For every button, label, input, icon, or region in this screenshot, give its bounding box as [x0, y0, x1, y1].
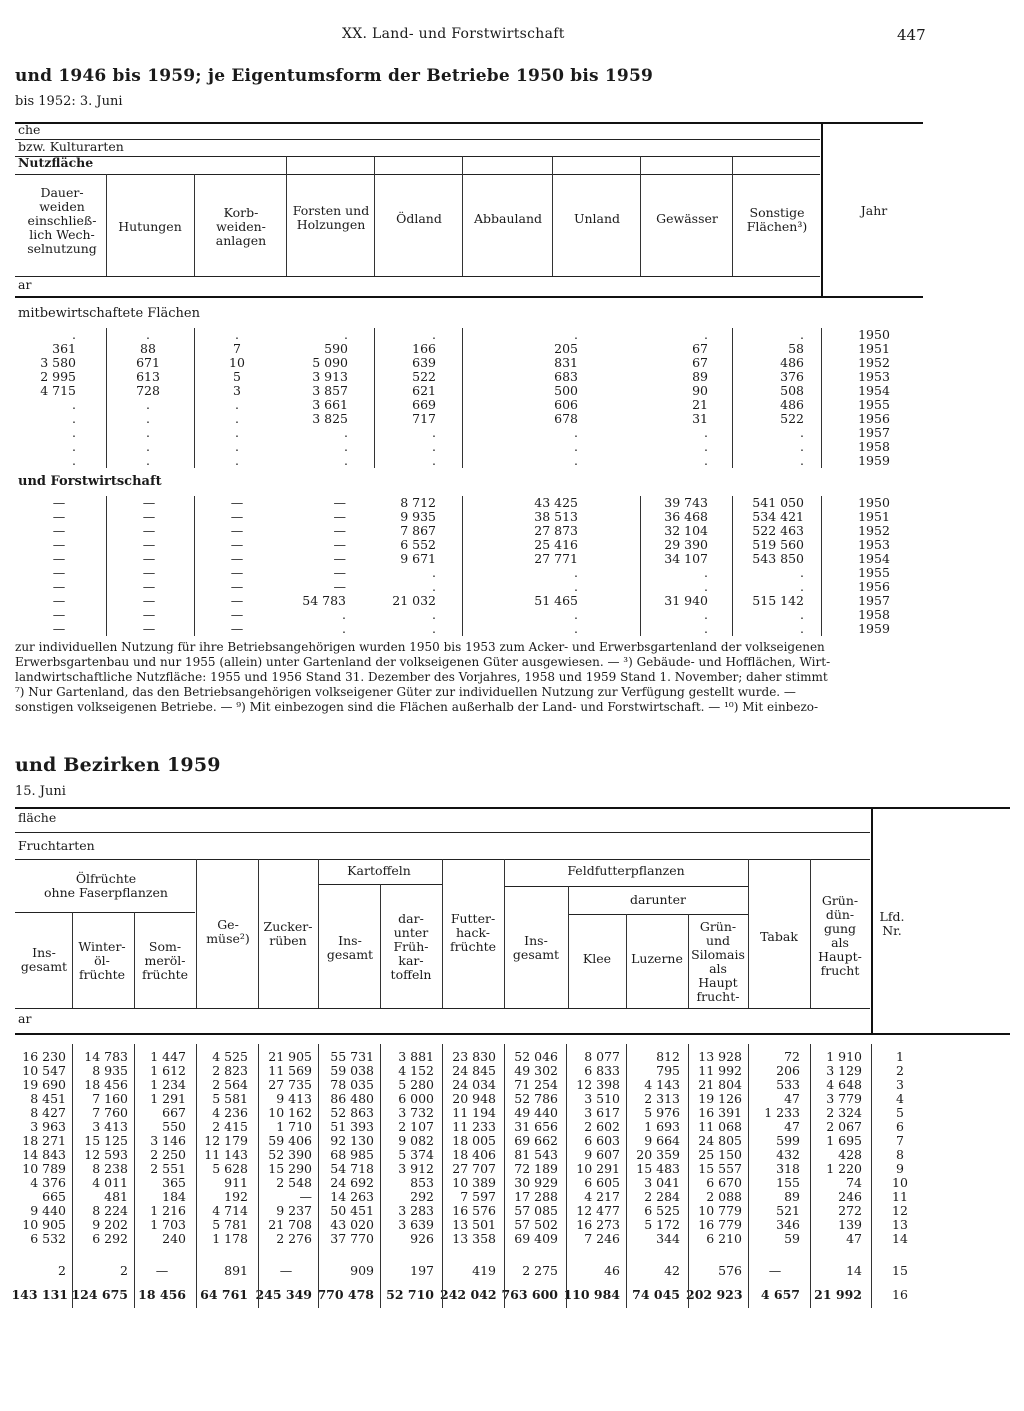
col-dauerweiden: Dauer- weiden einschließ- lich Wech- selnutzung: [27, 185, 97, 256]
col-gruenduengung: Grün- dün- gung als Haupt- frucht: [818, 893, 862, 978]
data-column: 3 881 4 152 5 280 6 000 3 732 2 107 9 082 5 374 3 912 853 292 3 283 3 639 926: [398, 1049, 434, 1246]
data-column: . 67 67 89 90 21 31 . . .: [692, 327, 708, 468]
data-column-jahr: 1950 1951 1952 1953 1954 1955 1956 1957 1958 1959: [858, 495, 890, 636]
col-forsten: Forsten und Holzungen: [292, 203, 370, 232]
col-sommeroel: Som- meröl- früchte: [141, 939, 189, 982]
vrule: [732, 496, 733, 636]
group-darunter: darunter: [630, 892, 686, 907]
vrule: [134, 1044, 135, 1308]
rule: [15, 832, 870, 833]
running-title: XX. Land- und Forstwirtschaft: [342, 26, 565, 42]
vrule: [688, 1044, 689, 1308]
col-klee: Klee: [582, 951, 612, 966]
data-column: . 590 5 090 3 913 3 857 3 661 3 825 . . .: [312, 327, 348, 468]
data-column: 812 795 4 143 2 313 5 976 1 693 9 664 20 359 15 483 3 041 2 284 6 525 5 172 344: [636, 1049, 680, 1246]
col-futterhack: Futter- hack- früchte: [449, 911, 497, 954]
vrule: [134, 912, 135, 1008]
vrule: [462, 156, 463, 276]
table1-head-top: che: [18, 122, 41, 137]
vrule: [821, 496, 822, 636]
vrule: [810, 1044, 811, 1308]
col-sonstige: Sonstige Flächen³): [746, 205, 808, 234]
row15-cell: —: [279, 1263, 293, 1278]
vrule: [504, 859, 505, 1008]
rule: [568, 914, 748, 915]
row15-cell: 14: [846, 1263, 862, 1278]
footnote-line: Erwerbsgartenbau und nur 1955 (allein) unter Gartenland der volkseigenen Güter ausgewiesen. — ³) Gebäude- und Hofflächen, Wirt-: [15, 655, 831, 669]
rule: [504, 886, 748, 887]
data-column: 13 928 11 992 21 804 19 126 16 391 11 068 24 805 25 150 15 557 6 670 2 088 10 779 16 779 6 210: [698, 1049, 742, 1246]
vrule: [72, 912, 73, 1008]
data-column: — — — — — — — 54 783 . .: [302, 495, 346, 636]
total-cell: 18 456: [138, 1287, 186, 1302]
total-cell: 52 710: [386, 1287, 434, 1302]
data-column: 39 743 36 468 32 104 29 390 34 107 . . 31 940 . .: [664, 495, 708, 636]
data-column: 4 525 2 823 2 564 5 581 4 236 2 415 12 179 11 143 5 628 911 192 4 714 5 781 1 178: [204, 1049, 248, 1246]
table2-head-top: fläche: [18, 810, 57, 825]
table2-head-fruchtarten: Fruchtarten: [18, 838, 95, 853]
vrule-jahr: [821, 124, 823, 296]
col-unland: Unland: [573, 211, 621, 226]
col-oel-insgesamt: Ins- gesamt: [20, 945, 68, 974]
vrule: [106, 174, 107, 276]
row15-cell: 419: [472, 1263, 496, 1278]
vrule: [72, 1044, 73, 1308]
vrule: [504, 1044, 505, 1308]
row15-cell: 2 275: [522, 1263, 558, 1278]
data-column: . 58 486 376 508 486 522 . . .: [780, 327, 804, 468]
col-jahr: Jahr: [860, 203, 888, 218]
vrule: [380, 1044, 381, 1308]
data-column: 16 230 10 547 19 690 8 451 8 427 3 963 18 271 14 843 10 789 4 376 665 9 440 10 905 6 532: [22, 1049, 66, 1246]
col-silomais: Grün- und Silomais als Haupt frucht-: [691, 919, 745, 1004]
vrule: [566, 1044, 567, 1308]
row15-cell: 891: [224, 1263, 248, 1278]
group-oelfruechte: Ölfrüchte ohne Faserpflanzen: [44, 871, 168, 900]
data-column: 1 447 1 612 1 234 1 291 667 550 3 146 2 250 2 551 365 184 1 216 1 703 240: [150, 1049, 186, 1246]
total-cell: 110 984: [563, 1287, 620, 1302]
data-column: . 88 671 613 728 . . . . .: [136, 327, 160, 468]
data-column: . 166 639 522 621 669 717 . . .: [412, 327, 436, 468]
vrule: [318, 859, 319, 1008]
footnote-line: sonstigen volkseigenen Betriebe. — ⁹) Mit einbezogen sind die Flächen außerhalb der Land- und Forstwirtschaft. — ¹⁰) Mit einbezo-: [15, 700, 819, 714]
data-column: 23 830 24 845 24 034 20 948 11 194 11 233 18 005 18 406 27 707 10 389 7 597 16 576 13 501 13 358: [452, 1049, 496, 1246]
row15-cell: 15: [892, 1263, 908, 1278]
vrule: [568, 886, 569, 1008]
data-column: 52 046 49 302 71 254 52 786 49 440 31 656 69 662 81 543 72 189 30 929 17 288 57 085 57 502 69 409: [514, 1049, 558, 1246]
data-column: 8 077 6 833 12 398 3 510 3 617 2 602 6 603 9 607 10 291 6 605 4 217 12 477 16 273 7 246: [576, 1049, 620, 1246]
vrule: [640, 496, 641, 636]
col-luzerne: Luzerne: [631, 951, 683, 966]
vrule: [821, 328, 822, 468]
vrule: [732, 156, 733, 276]
data-column: 541 050 534 421 522 463 519 560 543 850 . . 515 142 . .: [752, 495, 804, 636]
row15-cell: 909: [350, 1263, 374, 1278]
footnote-line: landwirtschaftliche Nutzfläche: 1955 und 1956 Stand 31. Dezember des Vorjahres, 1958 und 1959 Stand 1. November; daher stimmt: [15, 670, 828, 684]
total-cell: 16: [892, 1287, 908, 1302]
table1-unit: ar: [18, 277, 32, 292]
col-abbauland: Abbauland: [473, 211, 543, 226]
vrule: [871, 1044, 872, 1308]
vrule: [640, 156, 641, 276]
vrule: [196, 859, 197, 1008]
page-number: 447: [897, 26, 926, 44]
table2-subtitle: 15. Juni: [15, 784, 66, 799]
col-fruehkartoffeln: dar- unter Früh- kar- toffeln: [390, 911, 432, 982]
total-cell: 770 478: [317, 1287, 374, 1302]
data-column: — — — — — — — — — —: [52, 495, 66, 636]
row15-cell: 46: [604, 1263, 620, 1278]
vrule: [258, 1044, 259, 1308]
vrule: [194, 328, 195, 468]
vrule: [732, 328, 733, 468]
vrule: [688, 914, 689, 1008]
table2-title: und Bezirken 1959: [15, 754, 221, 776]
data-column-jahr: 1950 1951 1952 1953 1954 1955 1956 1957 1958 1959: [858, 327, 890, 468]
vrule: [106, 496, 107, 636]
data-column: . 361 3 580 2 995 4 715 . . . . .: [40, 327, 76, 468]
vrule: [810, 859, 811, 1008]
table2-top-rule: [15, 807, 1010, 809]
rule: [15, 139, 820, 140]
table1-title: und 1946 bis 1959; je Eigentumsform der Betriebe 1950 bis 1959: [15, 66, 653, 86]
vrule: [462, 328, 463, 468]
row15-cell: —: [155, 1263, 169, 1278]
data-column: 21 905 11 569 27 735 9 413 10 162 1 710 59 406 52 390 15 290 2 548 — 9 237 21 708 2 276: [268, 1049, 312, 1246]
row15-cell: 2: [58, 1263, 66, 1278]
data-column: . 205 831 683 500 606 678 . . .: [554, 327, 578, 468]
vrule: [196, 1044, 197, 1308]
data-column: 14 783 8 935 18 456 7 160 7 760 3 413 15 125 12 593 8 238 4 011 481 8 224 9 202 6 292: [84, 1049, 128, 1246]
group-kartoffeln: Kartoffeln: [347, 863, 411, 878]
vrule: [748, 859, 749, 1008]
total-cell: 64 761: [200, 1287, 248, 1302]
table1-top-rule: [15, 122, 923, 124]
total-cell: 143 131: [11, 1287, 68, 1302]
col-oedland: Ödland: [396, 211, 442, 226]
vrule: [374, 328, 375, 468]
vrule: [286, 156, 287, 276]
table1-head-nutzflaeche: Nutzfläche: [18, 155, 94, 170]
col-tabak: Tabak: [760, 929, 798, 944]
data-column: — — — — — — — — — —: [230, 495, 244, 636]
vrule-lfd: [871, 809, 873, 1035]
table2-head-bottom-rule: [15, 1033, 1010, 1035]
col-korbweiden: Korb- weiden- anlagen: [215, 205, 267, 248]
table1-head-bottom-rule: [15, 296, 923, 298]
data-column: . 7 10 5 3 . . . . .: [229, 327, 245, 468]
vrule: [748, 1044, 749, 1308]
footnote-line: zur individuellen Nutzung für ihre Betriebsangehörigen wurden 1950 bis 1953 zum Acker- und Erwerbsgartenland der volkseigenen: [15, 640, 825, 654]
rule: [15, 174, 820, 175]
col-hutungen: Hutungen: [118, 219, 182, 234]
col-lfd-nr: Lfd. Nr.: [879, 909, 905, 938]
table2-unit: ar: [18, 1011, 32, 1026]
col-kart-insgesamt: Ins- gesamt: [326, 933, 374, 962]
row15-cell: —: [768, 1263, 782, 1278]
col-winteroel: Winter- öl- früchte: [78, 939, 126, 982]
data-column: 1 910 3 129 4 648 3 779 2 324 2 067 1 695 428 1 220 74 246 272 139 47: [826, 1049, 862, 1246]
total-cell: 21 992: [814, 1287, 862, 1302]
data-column: 72 206 533 47 1 233 47 599 432 318 155 89 521 346 59: [764, 1049, 800, 1246]
total-cell: 124 675: [71, 1287, 128, 1302]
vrule: [442, 1044, 443, 1308]
total-cell: 245 349: [255, 1287, 312, 1302]
vrule: [258, 859, 259, 1008]
col-feld-insgesamt: Ins- gesamt: [512, 933, 560, 962]
vrule: [626, 914, 627, 1008]
vrule: [552, 156, 553, 276]
vrule: [442, 859, 443, 1008]
footnote-line: ⁷) Nur Gartenland, das den Betriebsangehörigen volkseigener Güter zur individuellen Nutzung zur Verfügung gestellt wurde. —: [15, 685, 796, 699]
rule: [15, 276, 820, 277]
col-gewaesser: Gewässer: [656, 211, 718, 226]
vrule: [462, 496, 463, 636]
row15-cell: 2: [120, 1263, 128, 1278]
section-label: und Forstwirtschaft: [18, 474, 162, 489]
row15-cell: 197: [410, 1263, 434, 1278]
vrule: [626, 1044, 627, 1308]
table1-subtitle: bis 1952: 3. Juni: [15, 94, 123, 109]
col-zuckerrueben: Zucker- rüben: [263, 919, 313, 948]
rule: [15, 912, 195, 913]
rule: [15, 1008, 870, 1009]
total-cell: 202 923: [686, 1287, 743, 1302]
group-feldfutter: Feldfutterpflanzen: [567, 863, 685, 878]
row15-cell: 42: [664, 1263, 680, 1278]
data-column: 55 731 59 038 78 035 86 480 52 863 51 393 92 130 68 985 54 718 24 692 14 263 50 451 43 020 37 770: [330, 1049, 374, 1246]
total-cell: 4 657: [760, 1287, 800, 1302]
total-cell: 242 042: [440, 1287, 497, 1302]
rule: [15, 156, 820, 157]
data-column-lfd: 1 2 3 4 5 6 7 8 9 10 11 12 13 14: [892, 1049, 908, 1246]
vrule: [106, 328, 107, 468]
table1-head-kulturarten: bzw. Kulturarten: [18, 139, 124, 154]
section-label: mitbewirtschaftete Flächen: [18, 306, 200, 321]
vrule: [194, 174, 195, 276]
vrule: [194, 496, 195, 636]
col-gemuese: Ge- müse²): [206, 917, 250, 946]
vrule: [380, 884, 381, 1008]
data-column: 43 425 38 513 27 873 25 416 27 771 . . 51 465 . .: [534, 495, 578, 636]
vrule: [318, 1044, 319, 1308]
data-column: 8 712 9 935 7 867 6 552 9 671 . . 21 032 . .: [392, 495, 436, 636]
row15-cell: 576: [718, 1263, 742, 1278]
vrule: [374, 156, 375, 276]
data-column: — — — — — — — — — —: [142, 495, 156, 636]
total-cell: 74 045: [632, 1287, 680, 1302]
total-cell: 763 600: [501, 1287, 558, 1302]
